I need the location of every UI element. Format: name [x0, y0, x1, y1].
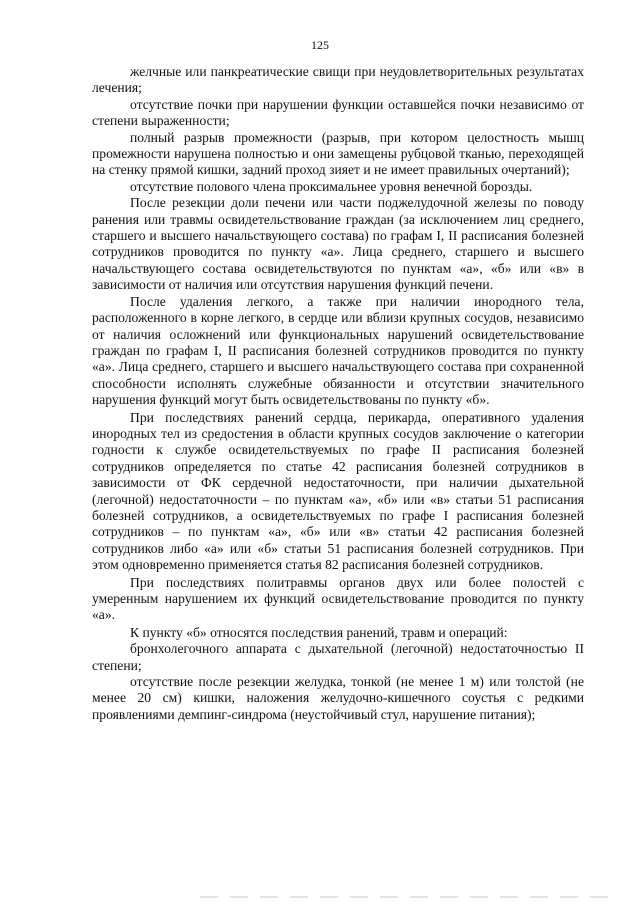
paragraph: отсутствие полового члена проксимальнее уровня венечной борозды. [130, 178, 533, 194]
paragraph: отсутствие почки при нарушении функции оставшейся почки независимо от степени выраженности; [92, 96, 584, 129]
paragraph: желчные или панкреатические свищи при неудовлетворительных результатах лечения; [92, 64, 584, 96]
paragraph: После резекции доли печени или части поджелудочной железы по поводу ранения или травмы освидетельствование граждан (за исключением лиц среднего, старшего и высшего начальствующего состава) по графам I, II расписания болезней сотрудников проводится по пункту «а». Лица среднего, старшего и высшего начальствующего состава освидетельствуются по пунктам «а», «б» или «в» в зависимости от наличия или отсутствия нарушения функций печени. [92, 195, 584, 293]
paragraph: После удаления легкого, а также при наличии инородного тела, расположенного в корне легкого, в сердце или вблизи крупных сосудов, независимо от наличия осложнений или функциональных нарушений освидетельствование граждан по графам I, II расписания болезней сотрудников проводится по пункту «а». Лица среднего, старшего и высшего начальствующего состава при сохраненной способности исполнять служебные обязанности и отсутствии значительного нарушения функций могут быть освидетельствованы по пункту «б». [92, 293, 584, 408]
paragraph: При последствиях ранений сердца, перикарда, оперативного удаления инородных тел из средостения в области крупных сосудов заключение о категории годности к службе освидетельствуемых по графе II расписания болезней сотрудников определяется по статье 42 расписания болезней сотрудников в зависимости от ФК сердечной недостаточности, при наличии дыхательной (легочной) недостаточности – по пунктам «а», «б» или «в» статьи 51 расписания болезней сотрудников, а освидетельствуемых по графе I расписания болезней сотрудников – по пунктам «а», «б» или «в» статьи 42 расписания болезней сотрудников либо «а» или «б» статьи 51 расписания болезней сотрудников. При этом одновременно применяется статья 82 расписания болезней сотрудников. [92, 409, 584, 573]
scan-artifact [200, 896, 620, 898]
page-number: 125 [311, 38, 329, 52]
paragraph: бронхолегочного аппарата с дыхательной (легочной) недостаточностью II степени; [92, 641, 584, 673]
paragraph: При последствиях политравмы органов двух или более полостей с умеренным нарушением их функций освидетельствование проводится по пункту «а». [92, 574, 584, 623]
document-body [92, 64, 584, 723]
paragraph: отсутствие после резекции желудка, тонкой (не менее 1 м) или толстой (не менее 20 см) кишки, наложения желудочно-кишечного соустья с редкими проявлениями демпинг-синдрома (неустойчивый стул, нарушение питания); [92, 674, 584, 722]
paragraph: К пункту «б» относятся последствия ранений, травм и операций: [130, 624, 508, 640]
paragraph: полный разрыв промежности (разрыв, при котором целостность мышц промежности нарушена полностью и они замещены рубцовой тканью, переходящей на стенку прямой кишки, задний проход зияет и не имеет правильных очертаний); [92, 129, 584, 178]
